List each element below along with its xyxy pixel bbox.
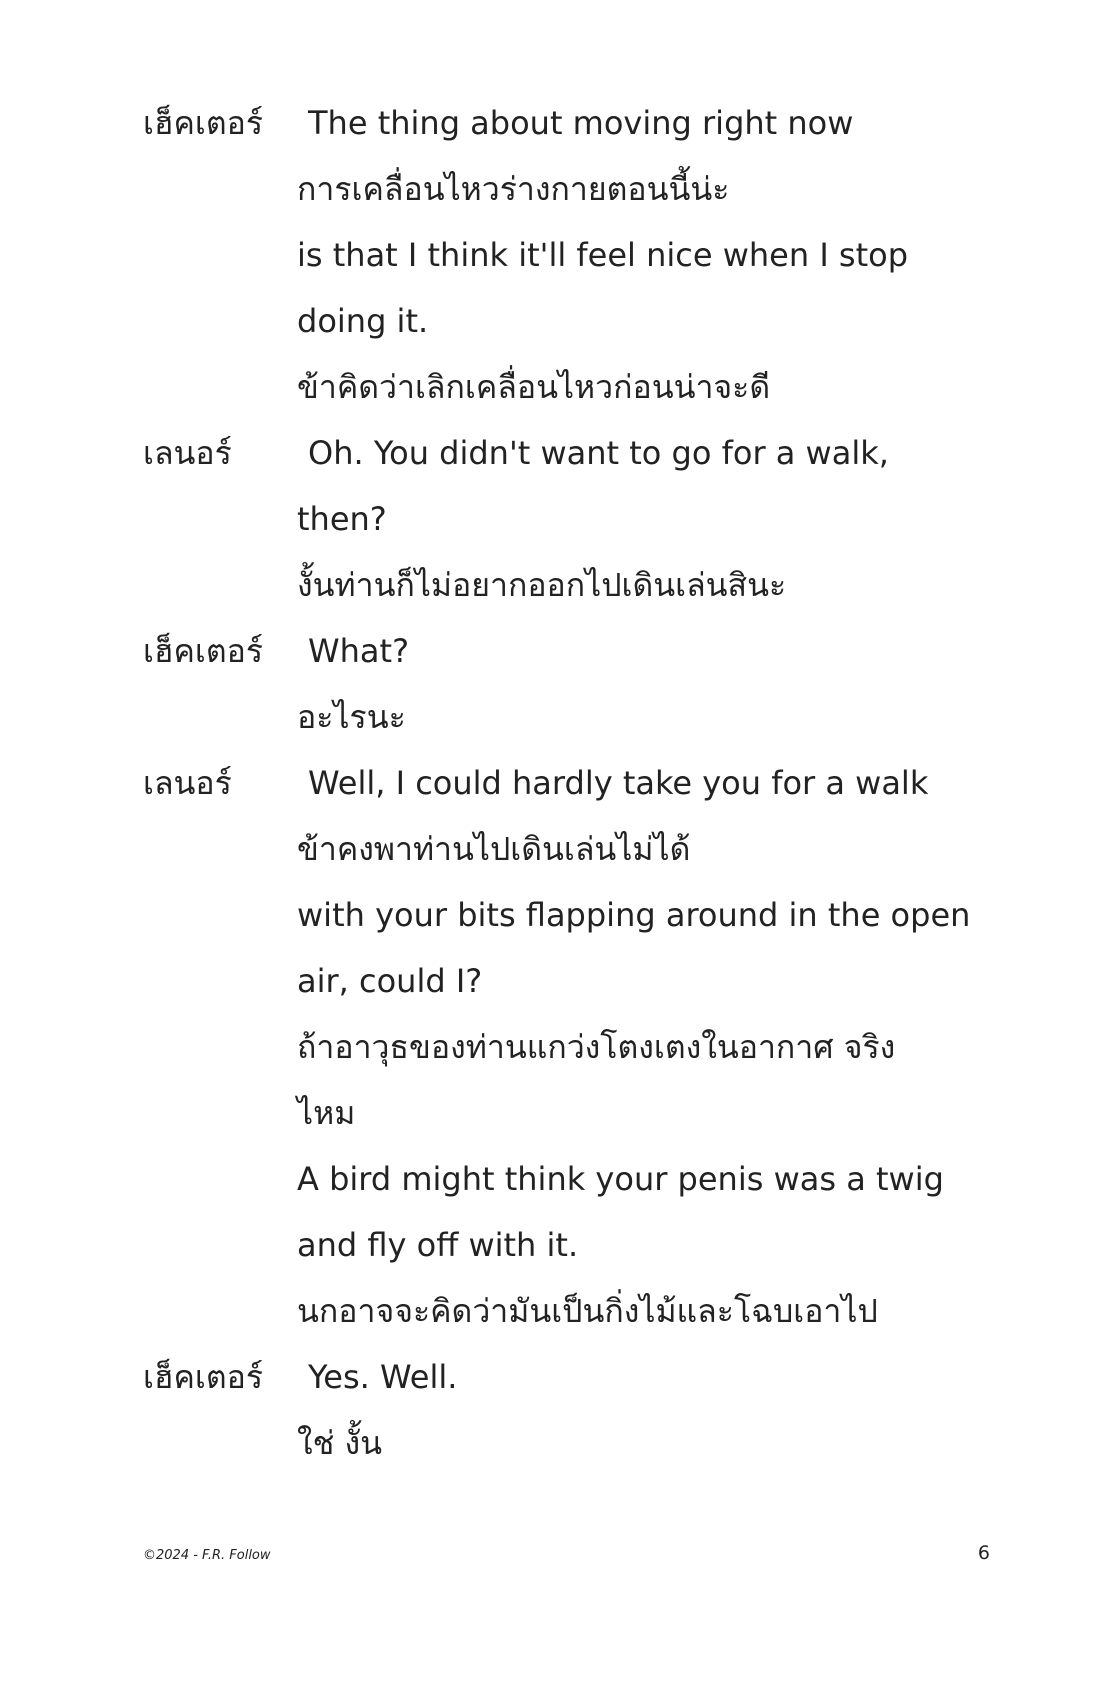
- dialogue-line: What?: [308, 632, 410, 670]
- speaker-name: เลนอร์: [143, 434, 232, 472]
- dialogue-line: Well, I could hardly take you for a walk: [308, 764, 929, 802]
- speaker-name: เลนอร์: [143, 764, 232, 802]
- copyright-notice: ©2024 - F.R. Follow: [143, 1548, 271, 1563]
- dialogue-block: [0, 618, 1100, 750]
- dialogue-line: A bird might think your penis was a twig: [297, 1160, 944, 1198]
- dialogue-block: [0, 1344, 1100, 1476]
- dialogue-line: and fly off with it.: [297, 1226, 579, 1264]
- dialogue-line: อะไรนะ: [297, 698, 406, 736]
- dialogue-line: ข้าคิดว่าเลิกเคลื่อนไหวก่อนน่าจะดี: [297, 368, 771, 406]
- dialogue-line: ถ้าอาวุธของท่านแกว่งโตงเตงในอากาศ จริง: [297, 1028, 896, 1066]
- dialogue-line: นกอาจจะคิดว่ามันเป็นกิ่งไม้และโฉบเอาไป: [297, 1292, 878, 1330]
- dialogue-lines: [297, 750, 1077, 1344]
- speaker-name: เฮ็คเตอร์: [143, 104, 263, 142]
- dialogue-line: The thing about moving right now: [308, 104, 854, 142]
- dialogue-lines: [297, 90, 1077, 420]
- page-number: 6: [977, 1542, 990, 1564]
- dialogue-line: air, could I?: [297, 962, 483, 1000]
- dialogue-block: [0, 420, 1100, 618]
- dialogue-line: with your bits flapping around in the open: [297, 896, 971, 934]
- dialogue: [0, 90, 1100, 1476]
- dialogue-line: งั้นท่านก็ไม่อยากออกไปเดินเล่นสินะ: [297, 566, 787, 604]
- dialogue-line: การเคลื่อนไหวร่างกายตอนนี้น่ะ: [297, 170, 730, 208]
- dialogue-lines: [297, 618, 1077, 750]
- dialogue-line: then?: [297, 500, 387, 538]
- dialogue-line: is that I think it'll feel nice when I stop: [297, 236, 909, 274]
- dialogue-line: ข้าคงพาท่านไปเดินเล่นไม่ได้: [297, 830, 691, 868]
- dialogue-lines: [297, 1344, 1077, 1476]
- dialogue-line: doing it.: [297, 302, 429, 340]
- dialogue-line: ใช่ งั้น: [297, 1424, 383, 1462]
- dialogue-line: ไหม: [297, 1094, 356, 1132]
- speaker-name: เฮ็คเตอร์: [143, 1358, 263, 1396]
- dialogue-lines: [297, 420, 1077, 618]
- dialogue-line: Oh. You didn't want to go for a walk,: [308, 434, 889, 472]
- dialogue-block: [0, 750, 1100, 1344]
- speaker-name: เฮ็คเตอร์: [143, 632, 263, 670]
- dialogue-block: [0, 90, 1100, 420]
- dialogue-line: Yes. Well.: [308, 1358, 458, 1396]
